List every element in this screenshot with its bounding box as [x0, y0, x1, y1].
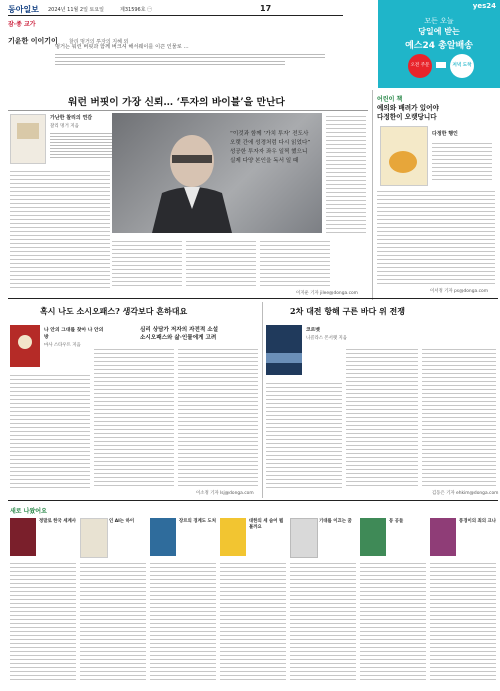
- section-divider-1: [8, 298, 498, 299]
- kicker-box: [8, 28, 358, 45]
- sidebar-headline-line-1: 예의와 배려가 있어야: [377, 104, 439, 112]
- new-book-item: [80, 518, 146, 558]
- main-headline: 워런 버핏이 가장 신뢰… ‘투자의 바이블’을 만난다: [68, 97, 285, 108]
- mid-left-book-cover: [10, 325, 40, 367]
- article-body-col-2: [112, 238, 182, 288]
- newspaper-logo: 동아일보: [8, 4, 39, 14]
- mid-left-byline: 이소정 기자 lsj@donga.com: [196, 491, 254, 496]
- mid-left-book-meta: 마사 스타우트 지음: [44, 343, 81, 348]
- new-book-title-6: 뭉 공들: [389, 519, 404, 524]
- left-book-meta: 찰리 멍거 지음: [50, 124, 79, 129]
- new-book-item: [150, 518, 216, 556]
- mid-right-book-title: 코르벳: [306, 328, 320, 333]
- ad-line2: 당일에 받는: [418, 27, 460, 36]
- mid-left-subhead: [140, 326, 260, 342]
- new-book-title-7: 풍경이의 죄의 크나: [459, 519, 496, 524]
- sidebar-book-title: 다정한 행인: [432, 131, 458, 137]
- new-book-title-1: 정말로 한국 세계사: [39, 519, 76, 524]
- masthead-rule: [8, 15, 343, 16]
- caption-line-3: 성공한 투자자 좌우 일찍 했으니: [230, 149, 308, 155]
- masthead: [8, 3, 338, 15]
- caption-line-4: 실제 다양 본인을 독서 일 때: [230, 158, 299, 164]
- new-book-item: [360, 518, 426, 556]
- mid-right-body-1: [266, 380, 342, 488]
- new-book-item: [10, 518, 76, 556]
- section-label: 잠·종 교가: [8, 21, 36, 28]
- new-books-text-4: [220, 560, 286, 680]
- mid-right-byline: 김동은 기자 ehkim@donga.com: [432, 491, 499, 496]
- ad-badge-left: 오전 주문: [408, 54, 432, 78]
- article-body-col-1: [10, 168, 110, 288]
- new-book-item: [290, 518, 356, 558]
- page-number: 17: [260, 4, 272, 13]
- new-book-title-4: 대한의 세 숨어 뭘 볼까요: [249, 519, 284, 530]
- mid-right-body-3: [422, 346, 496, 488]
- new-books-text-7: [430, 560, 496, 680]
- kicker-text: 찰리 멍거의 투자의 지혜 외: [68, 39, 129, 45]
- new-book-title-3: 장르의 경계도 도처: [179, 519, 216, 524]
- new-books-text-3: [150, 560, 216, 680]
- new-book-cover-1: [10, 518, 36, 556]
- ad-line3: 예스24 총알배송: [405, 41, 473, 51]
- mid-left-subhead-2: 소시오패스와 삶·인물에게 고려: [140, 335, 217, 341]
- sidebar-byline: 이서정 기자 ps@donga.com: [430, 289, 488, 294]
- new-book-cover-6: [360, 518, 386, 556]
- new-book-cover-4: [220, 518, 246, 556]
- column-separator: [372, 90, 373, 300]
- delivery-truck-icon: [436, 62, 446, 68]
- sidebar-body: [377, 188, 495, 284]
- mid-left-headline: 혹시 나도 소시오패스? 생각보다 흔하대요: [40, 306, 188, 316]
- new-book-item: [220, 518, 286, 556]
- ad-line1: 모든 오늘: [424, 17, 454, 25]
- sidebar-book-meta: [432, 140, 492, 180]
- new-books-text-6: [360, 560, 426, 680]
- mid-left-book-title: 나 안의 그대를 찾아 나 안의 방: [44, 328, 104, 340]
- issue-number: 제31596호 ㊀: [120, 7, 153, 13]
- article-byline: 이지운 기자 jilee@donga.com: [296, 291, 358, 296]
- mid-right-headline: 2차 대전 항해 구른 바다 위 전쟁: [290, 306, 406, 316]
- left-book-info: [50, 114, 112, 159]
- sidebar-headline-line-2: 다정한이 오랫당니다: [377, 113, 437, 121]
- ad-badge-right: 저녁 도착: [450, 54, 474, 78]
- sidebar-book-cover: [380, 126, 428, 186]
- mid-left-body-1: [10, 372, 90, 488]
- section-divider-2: [8, 500, 498, 501]
- mid-right-body-2: [346, 346, 418, 488]
- mid-right-book-meta: 니콜라스 몬서랫 지음: [306, 336, 347, 341]
- photo-side-text: [326, 113, 366, 233]
- new-books-label: 새로 나왔어요: [10, 508, 47, 515]
- new-book-title-5: 기대를 이끄는 꿈: [319, 519, 352, 524]
- mid-right-book-info: [306, 326, 366, 341]
- intro-line-1: 멍거는 워런 버핏과 함께 버크셔 해서웨이를 이끈 인물로 …: [55, 44, 189, 50]
- article-body-col-3: [186, 238, 256, 288]
- book-cover-left: [10, 114, 46, 164]
- article-body-col-4: [260, 238, 330, 288]
- mid-left-body-3: [178, 346, 258, 488]
- yes24-ad[interactable]: [378, 0, 500, 88]
- new-book-cover-5: [290, 518, 318, 558]
- kicker-name: 기윤한 이이기이: [8, 37, 58, 45]
- left-book-title: 가난한 찰리의 연감: [50, 115, 93, 121]
- new-book-cover-3: [150, 518, 176, 556]
- issue-date: 2024년 11월 2일 토요일: [48, 7, 105, 13]
- sidebar-label: 어린이 책: [377, 96, 403, 103]
- headline-rule: [8, 110, 368, 111]
- new-book-cover-2: [80, 518, 108, 558]
- new-books-text-1: [10, 560, 76, 680]
- caption-line-2: 오랫 간에 성경처럼 다시 읽었다”: [230, 140, 311, 146]
- mid-left-body-2: [94, 346, 174, 488]
- mid-column-separator: [262, 302, 263, 498]
- caption-line-1: “이것과 함께 ‘가치 투자’ 전도사: [230, 131, 309, 137]
- mid-left-book-info: [44, 326, 104, 348]
- ad-brand: yes24: [472, 2, 496, 10]
- new-book-title-2: 인 AI는 하이: [109, 519, 135, 524]
- new-books-text-2: [80, 560, 146, 680]
- mid-right-book-cover: [266, 325, 302, 375]
- new-book-cover-7: [430, 518, 456, 556]
- intro-text: [55, 44, 355, 65]
- new-book-item: [430, 518, 496, 556]
- mid-left-subhead-1: 심리 상담가 저자의 자전적 소설: [140, 327, 219, 333]
- sidebar-headline: [377, 104, 497, 122]
- new-books-text-5: [290, 560, 356, 680]
